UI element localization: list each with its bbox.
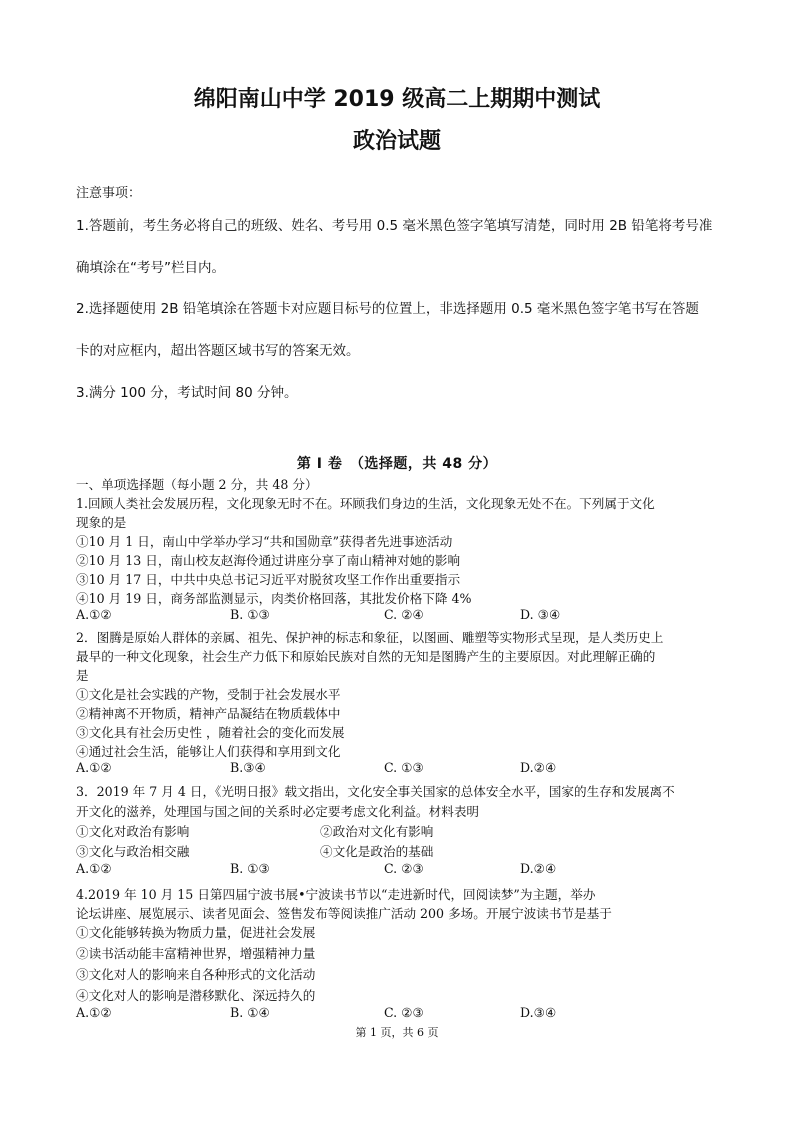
question-4-stem: 论坛讲座、展览展示、读者见面会、签售发布等阅读推广活动 200 多场。开展宁波读书节是基于 (76, 906, 612, 921)
question-4-item: ④文化对人的影响是潜移默化、深远持久的 (76, 988, 316, 1003)
question-1-stem: 现象的是 (76, 515, 127, 530)
question-1-item: ②10 月 13 日，南山校友赵海伶通过讲座分享了南山精神对她的影响 (76, 553, 461, 568)
question-2-option-c: C. ①③ (384, 760, 424, 775)
question-2-item: ①文化是社会实践的产物，受制于社会发展水平 (76, 687, 341, 702)
question-1-item: ④10 月 19 日，商务部监测显示，肉类价格回落，其批发价格下降 4% (76, 591, 472, 606)
question-4-item: ①文化能够转换为物质力量，促进社会发展 (76, 925, 316, 940)
question-1-item: ③10 月 17 日，中共中央总书记习近平对脱贫攻坚工作作出重要指示 (76, 572, 461, 587)
question-3-option-c: C. ②③ (384, 861, 424, 876)
question-4-option-b: B. ①④ (230, 1005, 270, 1020)
notice-heading: 注意事项： (76, 186, 142, 201)
question-3-item: ②政治对文化有影响 (320, 824, 434, 839)
question-2-item: ④通过社会生活，能够让人们获得和享用到文化 (76, 744, 341, 759)
question-3-item: ③文化与政治相交融 (76, 844, 190, 859)
question-4-item: ②读书活动能丰富精神世界，增强精神力量 (76, 946, 316, 961)
question-1-option-c: C. ②④ (384, 607, 424, 622)
question-2-option-b: B.③④ (230, 760, 266, 775)
question-4-item: ③文化对人的影响来自各种形式的文化活动 (76, 967, 316, 982)
question-2-stem: 是 (76, 668, 89, 683)
question-3-option-b: B. ①③ (230, 861, 270, 876)
exam-title: 绵阳南山中学 2019 级高二上期期中测试 (193, 87, 601, 112)
notice-line: 卡的对应框内，超出答题区域书写的答案无效。 (76, 343, 360, 359)
question-2-option-a: A.①② (76, 760, 112, 775)
question-3-option-d: D.②④ (520, 861, 557, 876)
question-3-option-a: A.①② (76, 861, 112, 876)
question-4-option-c: C. ②③ (384, 1005, 424, 1020)
question-4-stem: 4.2019 年 10 月 15 日第四届宁波书展•宁波读书节以“走进新时代，回阅读梦”为主题，举办 (76, 887, 596, 902)
question-3-stem: 开文化的滋养，处理国与国之间的关系时必定要考虑文化利益。材料表明 (76, 804, 479, 819)
question-2-option-d: D.②④ (520, 760, 557, 775)
page-footer: 第 1 页，共 6 页 (355, 1026, 439, 1039)
exam-subtitle: 政治试题 (352, 129, 441, 154)
notice-line: 3.满分 100 分，考试时间 80 分钟。 (76, 385, 298, 401)
question-4-option-a: A.①② (76, 1005, 112, 1020)
question-1-item: ①10 月 1 日，南山中学举办学习“共和国勋章”获得者先进事迹活动 (76, 534, 453, 549)
notice-line: 确填涂在“考号”栏目内。 (76, 260, 225, 276)
question-1-option-b: B. ①③ (230, 607, 270, 622)
section-title: 第 Ⅰ 卷 （选择题，共 48 分） (296, 456, 498, 472)
question-2-item: ③文化具有社会历史性 ，随着社会的变化而发展 (76, 725, 345, 740)
question-2-stem: 2．图腾是原始人群体的亲属、祖先、保护神的标志和象征，以图画、雕塑等实物形式呈现，是人类历史上 (76, 630, 664, 645)
notice-line: 1.答题前，考生务必将自己的班级、姓名、考号用 0.5 毫米黑色签字笔填写清楚，同时用 2B 铅笔将考号准 (76, 218, 713, 234)
question-2-item: ②精神离不开物质，精神产品凝结在物质载体中 (76, 706, 341, 721)
question-1-stem: 1.回顾人类社会发展历程，文化现象无时不在。环顾我们身边的生活，文化现象无处不在。下列属于文化 (76, 496, 655, 511)
notice-line: 2.选择题使用 2B 铅笔填涂在答题卡对应题目标号的位置上，非选择题用 0.5 毫米黑色签字笔书写在答题 (76, 301, 699, 317)
part-heading: 一、单项选择题（每小题 2 分，共 48 分） (76, 477, 318, 492)
question-3-stem: 3．2019 年 7 月 4 日，《光明日报》载文指出，文化安全事关国家的总体安全水平，国家的生存和发展离不 (76, 784, 675, 799)
question-2-stem: 最早的一种文化现象，社会生产力低下和原始民族对自然的无知是图腾产生的主要原因。对此理解正确的 (76, 649, 656, 664)
question-1-option-d: D. ③④ (520, 607, 561, 622)
question-3-item: ①文化对政治有影响 (76, 824, 190, 839)
question-4-option-d: D.③④ (520, 1005, 557, 1020)
question-1-option-a: A.①② (76, 607, 112, 622)
question-3-item: ④文化是政治的基础 (320, 844, 434, 859)
